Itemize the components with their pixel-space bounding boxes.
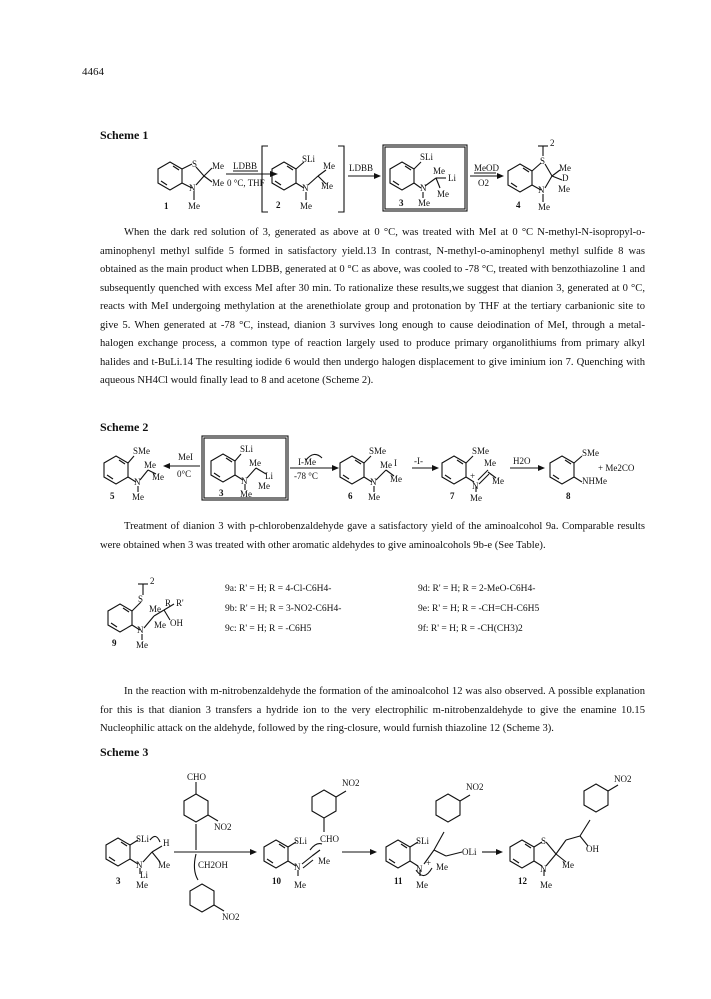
paragraph-1: When the dark red solution of 3, generated as above at 0 °C, was treated with MeI at 0 °C N-methyl-N-isopropyl-o-aminophenyl methyl sulfide 5 formed in satisfactory yield.13 In contrast, N-methyl-o-aminophenyl methyl sulfide 8 was obtained as the main product when LDBB, generated at 0 °C as above, was cooled to -78 °C, treated with benzothiazoline 1 and subsequently quenched with excess MeI after 30 min. To rationalize these results,we suggest that dianion 3, generated at 0 °C, reacts with MeI undergoing methylation at the arenethiolate group and protonation by THF at the tertiary carbanionic site to give 5. When generated at -78 °C, instead, dianion 3 survives long enough to cause deiodination of MeI, through a metal-halogen exchange process, a common type of reaction largely used to produce primary organolithiums from primary alkyl halides and t-BuLi.14 The resulting iodide 6 would then undergo halogen displacement to give iminium ion 7. Quenching with aqueous NH4Cl would finally lead to 8 and acetone (Scheme 2). [100,227,645,386]
atom-s: S [192,159,198,169]
atom-me: Me [368,492,380,502]
atom-sme: SMe [133,446,151,456]
atom-ch2oh: CH2OH [198,860,229,870]
compound-12 [510,774,632,890]
atom-sli: SLi [302,154,316,164]
reaction-arrow [470,163,504,188]
atom-me: Me [249,458,261,468]
scheme1-figure [0,140,711,220]
compound-2 [262,146,344,212]
atom-oli: OLi [462,847,477,857]
atom-sli: SLi [294,836,308,846]
atom-no2: NO2 [222,912,240,922]
atom-r-prime: R' [176,598,184,608]
atom-me: Me [538,202,550,212]
scheme2-figure [0,434,711,504]
reagent-o2: O2 [478,178,489,188]
compound-3-scheme2 [202,436,288,500]
compound-5 [104,446,164,502]
atom-sme: SMe [369,446,387,456]
atom-sli: SLi [416,836,430,846]
atom-me: Me [188,201,200,211]
compound-number: 2 [276,200,281,210]
atom-me: Me [158,860,170,870]
atom-n: N [302,183,309,193]
atom-sme: SMe [582,448,600,458]
compound-3-scheme3 [106,834,170,890]
compound-number: 12 [518,876,527,886]
atom-me: Me [212,161,224,171]
side-product: + Me2CO [598,463,635,473]
atom-no2: NO2 [342,778,360,788]
atom-no2: NO2 [614,774,632,784]
atom-me: Me [294,880,306,890]
atom-no2: NO2 [466,782,484,792]
atom-me: Me [390,474,402,484]
atom-me: Me [300,201,312,211]
atom-s: S [541,836,547,846]
atom-n: N [540,864,547,874]
reaction-arrow [342,849,377,855]
compound-number: 7 [450,491,455,501]
compound-number: 5 [110,491,115,501]
reagent-meod: MeOD [474,163,499,173]
compound-10 [264,778,360,890]
compound-6 [340,446,402,502]
atom-no2: NO2 [214,822,232,832]
atom-s: S [540,156,546,166]
atom-li: Li [448,173,456,183]
atom-me: Me [562,860,574,870]
compound-3 [383,145,467,211]
compound-4 [508,138,571,212]
compound-11 [386,782,484,890]
atom-me: Me [484,458,496,468]
reagent-iodide: -I- [414,456,423,466]
compound-number: 3 [116,876,121,886]
dimer-subscript: 2 [150,576,155,586]
entry-9e: 9e: R' = H; R = -CH=CH-C6H5 [418,604,540,614]
reagent-water: H2O [513,456,531,466]
reaction-arrow [163,452,200,479]
atom-sli: SLi [240,444,254,454]
atom-oh: OH [170,618,183,628]
atom-n: N [416,864,423,874]
reagent-ldbb: LDBB [233,161,258,171]
atom-charge: + [470,471,476,481]
compound-number: 8 [566,491,571,501]
atom-me: Me [436,862,448,872]
entry-9b: 9b: R' = H; R = 3-NO2-C6H4- [225,604,342,614]
atom-me: Me [132,492,144,502]
reagent-conditions: 0 °C, THF [227,178,265,188]
reagent-ldbb: LDBB [349,163,374,173]
atom-oh: OH [586,844,599,854]
scheme2-title: Scheme 2 [100,420,149,434]
entry-9a: 9a: R' = H; R = 4-Cl-C6H4- [225,584,332,594]
atom-n: N [294,862,301,872]
atom-li: Li [265,471,273,481]
reagent-temp: 0°C [177,469,192,479]
compound-7 [442,446,504,503]
atom-n: N [472,481,479,491]
atom-me: Me [136,640,148,650]
atom-me: Me [149,604,161,614]
atom-me: Me [380,460,392,470]
compound-1 [158,159,224,211]
atom-me: Me [558,184,570,194]
reaction-arrow [226,161,278,188]
entry-9d: 9d: R' = H; R = 2-MeO-C6H4- [418,584,536,594]
atom-me: Me [212,178,224,188]
page-number: 4464 [82,66,104,78]
atom-n: N [538,185,545,195]
compound-number: 6 [348,491,353,501]
atom-n: N [134,477,141,487]
atom-me: Me [144,460,156,470]
atom-s: S [138,594,144,604]
m-nitrobenzaldehyde [184,772,232,832]
compound-number: 1 [164,201,169,211]
atom-i: I [394,458,397,468]
atom-h: H [163,838,170,848]
entry-9c: 9c: R' = H; R = -C6H5 [225,624,312,634]
atom-me: Me [136,880,148,890]
atom-me: Me [318,856,330,866]
atom-d: D [562,173,569,183]
atom-me: Me [492,476,504,486]
dimer-subscript: 2 [550,138,555,148]
reaction-arrow [290,454,339,481]
reaction-arrow [174,824,257,922]
reaction-arrow [482,849,503,855]
atom-li: Li [140,870,148,880]
atom-me: Me [433,166,445,176]
atom-me: Me [470,493,482,503]
atom-me: Me [437,189,449,199]
reagent-mei: MeI [178,452,193,462]
atom-cho: CHO [187,772,207,782]
compound-number: 11 [394,876,403,886]
atom-me: Me [154,620,166,630]
atom-n: N [420,183,427,193]
compound-number: 3 [399,198,404,208]
atom-me: Me [323,161,335,171]
scheme3-title: Scheme 3 [100,745,149,759]
reaction-arrow [412,456,439,471]
atom-sli: SLi [136,834,150,844]
atom-me: Me [559,163,571,173]
paragraph-3: In the reaction with m-nitrobenzaldehyde the formation of the aminoalcohol 12 was also observed. A possible explanation for this is that dianion 3 transfers a hydride ion to the very electrophilic m-nitrobenzaldehyde to give the enamine 10.15 Nucleophilic attack on the aldehyde, followed by the ring-closure, would furnish thiazoline 12 (Scheme 3). [100,686,645,734]
atom-sli: SLi [420,152,434,162]
compound-8 [550,448,635,501]
atom-cho: CHO [320,834,340,844]
entry-9f: 9f: R' = H; R = -CH(CH3)2 [418,624,523,634]
atom-n: N [137,625,144,635]
compound-9-legend-right [418,584,539,644]
compound-9-legend-left [225,584,341,644]
atom-me: Me [416,880,428,890]
compound-number: 10 [272,876,281,886]
atom-me: Me [152,472,164,482]
reagent-temp: -78 °C [294,471,318,481]
scheme1-title: Scheme 1 [100,128,149,142]
atom-r: R [165,598,172,608]
paragraph-2: Treatment of dianion 3 with p-chlorobenzaldehyde gave a satisfactory yield of the aminoalcohol 9a. Comparable results were obtained when 3 was treated with other aromatic aldehydes to give aminoalcohols 9b-e (See Table). [100,521,645,551]
atom-me: Me [540,880,552,890]
atom-n: N [136,860,143,870]
atom-nhme: NHMe [582,476,607,486]
reaction-arrow [348,163,381,179]
reaction-arrow [510,456,545,471]
atom-charge: + [426,858,432,868]
atom-me: Me [418,198,430,208]
scheme3-figure [0,760,711,930]
compound-number: 4 [516,200,521,210]
compound-number: 9 [112,638,117,648]
atom-n: N [241,476,248,486]
reagent-ime: I-Me [298,457,316,467]
compound-number: 3 [219,488,224,498]
atom-sme: SMe [472,446,490,456]
atom-me: Me [240,489,252,499]
atom-me: Me [258,481,270,491]
atom-n: N [189,183,196,193]
atom-me: Me [321,181,333,191]
atom-n: N [370,477,377,487]
